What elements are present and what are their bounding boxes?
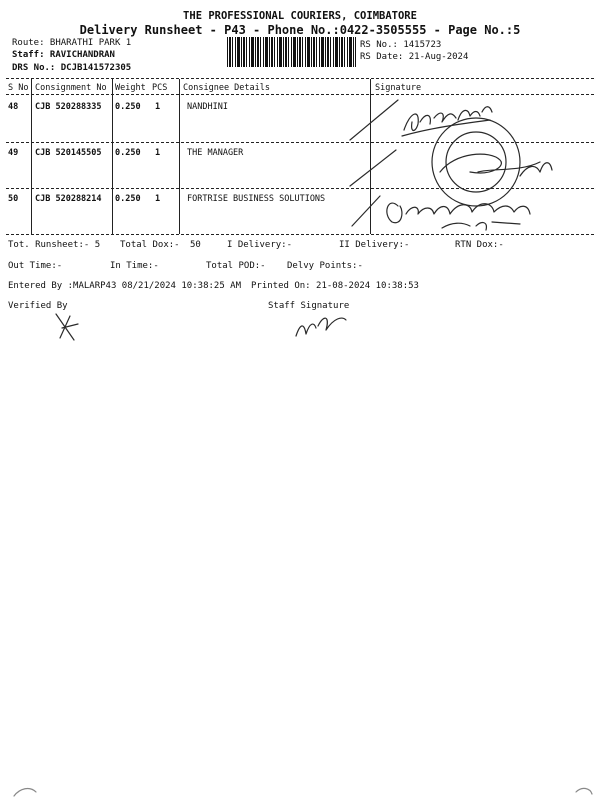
column-header-consignment: Consignment No	[35, 83, 107, 93]
out-time: Out Time:-	[8, 261, 63, 271]
rs-number: RS No.: 1415723	[360, 40, 442, 50]
rs-date: RS Date: 21-Aug-2024	[360, 52, 469, 62]
column-header-signature: Signature	[375, 83, 422, 93]
total-pod: Total POD:-	[206, 261, 266, 271]
row-weight: 0.250	[115, 194, 141, 204]
row-pcs: 1	[155, 148, 161, 158]
column-header-consignee: Consignee Details	[183, 83, 270, 93]
row-consignment: CJB 520145505	[35, 148, 102, 158]
row-weight: 0.250	[115, 102, 141, 112]
delvy-points: Delvy Points:-	[287, 261, 363, 271]
row-sno: 49	[8, 148, 19, 158]
row-consignment: CJB 520288214	[35, 194, 102, 204]
printed-on: Printed On: 21-08-2024 10:38:53	[251, 281, 419, 291]
row-pcs: 1	[155, 102, 161, 112]
staff-label: Staff: RAVICHANDRAN	[12, 50, 115, 60]
staff-signature-label: Staff Signature	[268, 301, 350, 311]
row-consignment: CJB 520288335	[35, 102, 102, 112]
ii-delivery: II Delivery:-	[339, 240, 410, 250]
drs-number: DRS No.: DCJB141572305	[12, 63, 132, 73]
row-pcs: 1	[155, 194, 161, 204]
column-header-pcs: PCS	[152, 83, 168, 93]
row-weight: 0.250	[115, 148, 141, 158]
company-name: THE PROFESSIONAL COURIERS, COIMBATORE	[183, 10, 417, 22]
row-consignee: FORTRISE BUSINESS SOLUTIONS	[187, 194, 326, 204]
rtn-dox: RTN Dox:-	[455, 240, 504, 250]
column-header-sno: S No	[8, 83, 29, 93]
entered-by: Entered By :MALARP43 08/21/2024 10:38:25 AM	[8, 281, 241, 291]
column-header-weight: Weight	[115, 83, 146, 93]
total-runsheet: Tot. Runsheet:- 5	[8, 240, 101, 250]
row-consignee: THE MANAGER	[187, 148, 244, 158]
page-title: Delivery Runsheet - P43 - Phone No.:0422-3505555 - Page No.:5	[79, 23, 521, 37]
in-time: In Time:-	[110, 261, 159, 271]
total-dox-label: Total Dox:-	[120, 240, 180, 250]
verified-by-label: Verified By	[8, 301, 68, 311]
i-delivery: I Delivery:-	[227, 240, 293, 250]
total-dox-value: 50	[190, 240, 201, 250]
route-label: Route: BHARATHI PARK 1	[12, 38, 132, 48]
row-sno: 50	[8, 194, 19, 204]
row-consignee: NANDHINI	[187, 102, 228, 112]
row-sno: 48	[8, 102, 19, 112]
